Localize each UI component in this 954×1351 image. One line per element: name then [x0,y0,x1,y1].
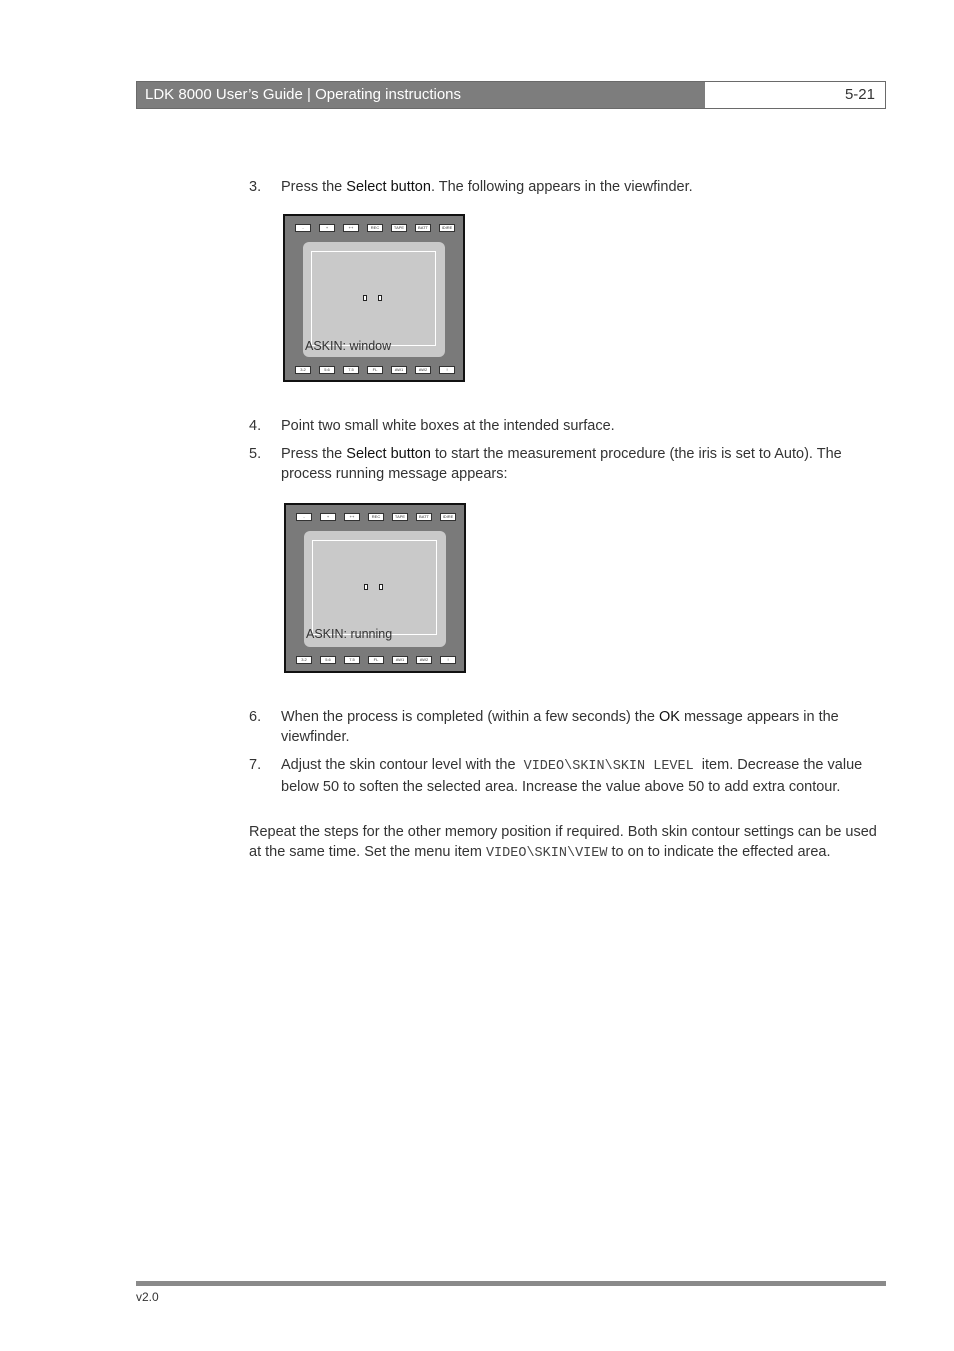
step-text-pre: Press the [281,446,347,462]
step-5 [249,444,889,484]
step-number: 5. [249,446,262,462]
viewfinder-bottom-buttons [294,656,456,664]
vf-button: ++ [343,224,359,232]
vf-button: 5.6 [319,366,335,374]
step-text-post: to start the measurement procedure (the iris is set to Auto). The process running message appears: [281,446,842,482]
page-number: 5-21 [705,82,885,108]
white-box-marker [378,295,382,301]
select-button-term: Select button [346,179,431,195]
step-number: 3. [249,179,262,195]
step-text [281,707,889,747]
vf-button: TAPE [392,513,408,521]
vf-button: 7.5 [343,366,359,374]
menu-item-skin-view: VIDEO\SKIN\VIEW [485,845,608,861]
closing-paragraph [249,823,889,863]
step-text: Point two small white boxes at the intended surface. [281,418,615,434]
page-header [136,81,886,109]
step-number: 7. [249,757,262,773]
vf-button: AW1 [392,656,408,664]
vf-button: BATT [415,224,431,232]
vf-button: IDIRE [440,513,456,521]
vf-button: AW1 [391,366,407,374]
step-number: 4. [249,418,262,434]
vf-button: FL [367,366,383,374]
vf-button: 7.5 [344,656,360,664]
viewfinder-figure-window [283,214,465,382]
viewfinder-top-buttons [294,513,456,521]
vf-button: - [295,224,311,232]
vf-button: + [320,513,336,521]
closing-text-pre: Repeat the steps for the other memory position if required. Both skin contour settings can be used at the same time. Set the menu item [249,824,877,860]
measurement-window [312,540,437,635]
vf-button: ++ [344,513,360,521]
vf-button: FL [368,656,384,664]
vf-button: AW2 [415,366,431,374]
footer-rule [136,1281,886,1286]
white-box-marker [379,584,383,590]
vf-button: REC [367,224,383,232]
step-text [281,177,889,197]
closing-text-post: to on to indicate the effected area. [607,843,831,860]
viewfinder-screen [303,242,445,357]
step-4 [249,416,889,436]
viewfinder-screen [304,531,446,647]
measurement-window [311,251,436,346]
step-3 [249,177,889,197]
select-button-term: Select button [346,446,431,462]
vf-button: - [296,513,312,521]
vf-button: ! [439,366,455,374]
vf-button: REC [368,513,384,521]
vf-button: 3.2 [295,366,311,374]
step-text-pre: Press the [281,179,347,195]
viewfinder-message: ASKIN: running [306,627,393,641]
vf-button: IDIRE [439,224,455,232]
step-text [281,444,889,484]
step-text-post: message appears in the viewfinder. [281,709,839,745]
version-label: v2.0 [136,1290,159,1304]
viewfinder-message: ASKIN: window [305,339,392,353]
vf-button: 3.2 [296,656,312,664]
menu-item-skin-level: VIDEO\SKIN\SKIN LEVEL [523,759,694,774]
vf-button: 5.6 [320,656,336,664]
white-box-marker [363,295,367,301]
vf-button: AW2 [416,656,432,664]
viewfinder-figure-running [284,503,466,673]
vf-button: + [319,224,335,232]
step-text [281,755,889,797]
step-6 [249,707,889,747]
white-box-marker [364,584,368,590]
vf-button: TAPE [391,224,407,232]
viewfinder-bottom-buttons [293,366,455,374]
step-7 [249,755,889,797]
step-text-post: item. Decrease the value below 50 to soften the selected area. Increase the value above 50 to add extra contour. [281,757,867,795]
step-number: 6. [249,709,262,725]
vf-button: ! [440,656,456,664]
vf-button: BATT [416,513,432,521]
viewfinder-top-buttons [293,224,455,232]
step-text-pre: When the process is completed (within a few seconds) the [281,709,659,725]
step-text-post: . The following appears in the viewfinder. [430,179,693,195]
ok-message-term: OK [658,709,680,725]
step-text-pre: Adjust the skin contour level with the [281,757,524,773]
header-title: LDK 8000 User’s Guide | Operating instructions [137,82,705,108]
